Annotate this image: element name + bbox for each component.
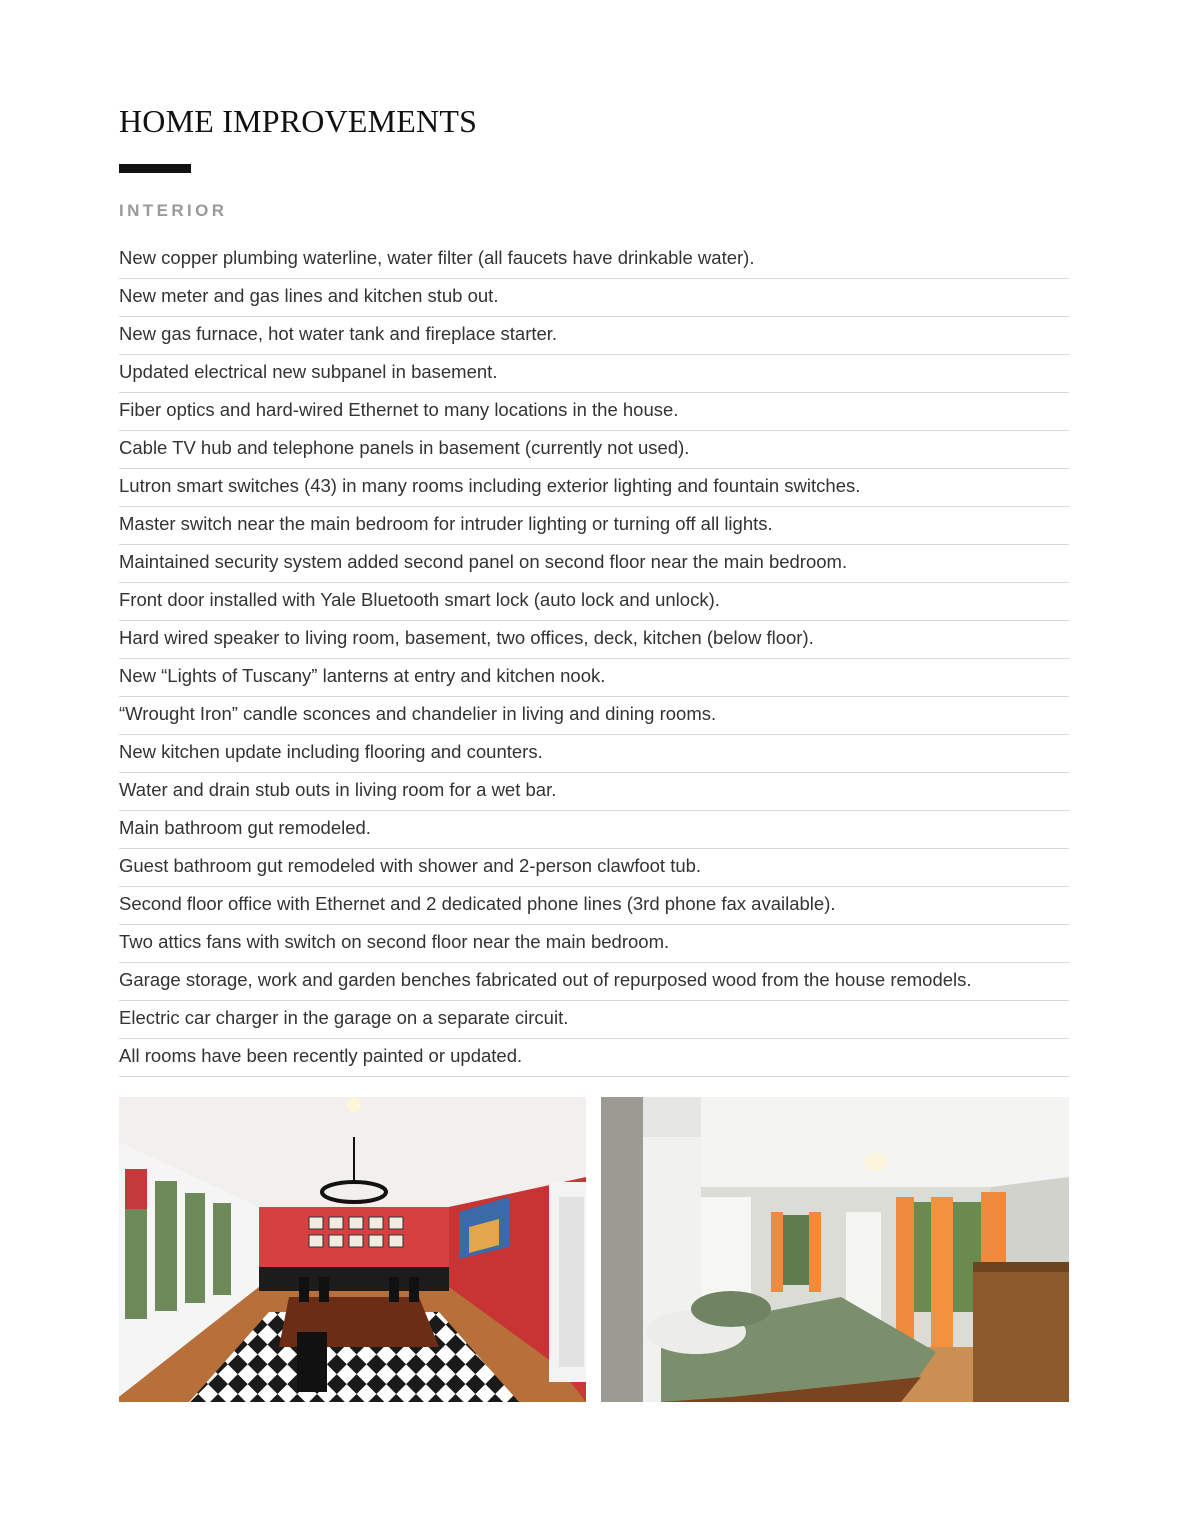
list-item: New meter and gas lines and kitchen stub out. [119, 279, 1069, 317]
list-item: Fiber optics and hard-wired Ethernet to many locations in the house. [119, 393, 1069, 431]
list-item: Master switch near the main bedroom for intruder lighting or turning off all lights. [119, 507, 1069, 545]
list-item: Second floor office with Ethernet and 2 dedicated phone lines (3rd phone fax available). [119, 887, 1069, 925]
list-item: Guest bathroom gut remodeled with shower and 2-person clawfoot tub. [119, 849, 1069, 887]
list-item: Two attics fans with switch on second floor near the main bedroom. [119, 925, 1069, 963]
list-item: Electric car charger in the garage on a separate circuit. [119, 1001, 1069, 1039]
dining-room-photo [119, 1097, 586, 1402]
list-item: Main bathroom gut remodeled. [119, 811, 1069, 849]
list-item: New gas furnace, hot water tank and fireplace starter. [119, 317, 1069, 355]
list-item: New kitchen update including flooring and counters. [119, 735, 1069, 773]
list-item: “Wrought Iron” candle sconces and chandelier in living and dining rooms. [119, 697, 1069, 735]
list-item: New “Lights of Tuscany” lanterns at entry and kitchen nook. [119, 659, 1069, 697]
section-label: INTERIOR [119, 201, 228, 220]
list-item: Lutron smart switches (43) in many rooms including exterior lighting and fountain switches. [119, 469, 1069, 507]
improvements-list [119, 241, 1069, 1077]
list-item: Maintained security system added second panel on second floor near the main bedroom. [119, 545, 1069, 583]
list-item: Updated electrical new subpanel in basement. [119, 355, 1069, 393]
photo-row [119, 1097, 1069, 1402]
list-item: Hard wired speaker to living room, basement, two offices, deck, kitchen (below floor). [119, 621, 1069, 659]
title-underline [119, 164, 191, 173]
list-item: Front door installed with Yale Bluetooth smart lock (auto lock and unlock). [119, 583, 1069, 621]
list-item: Water and drain stub outs in living room for a wet bar. [119, 773, 1069, 811]
list-item: All rooms have been recently painted or updated. [119, 1039, 1069, 1077]
bedroom-photo [601, 1097, 1069, 1402]
list-item: Garage storage, work and garden benches fabricated out of repurposed wood from the house remodels. [119, 963, 1069, 1001]
list-item: Cable TV hub and telephone panels in basement (currently not used). [119, 431, 1069, 469]
list-item: New copper plumbing waterline, water filter (all faucets have drinkable water). [119, 241, 1069, 279]
page-title: HOME IMPROVEMENTS [119, 103, 478, 139]
